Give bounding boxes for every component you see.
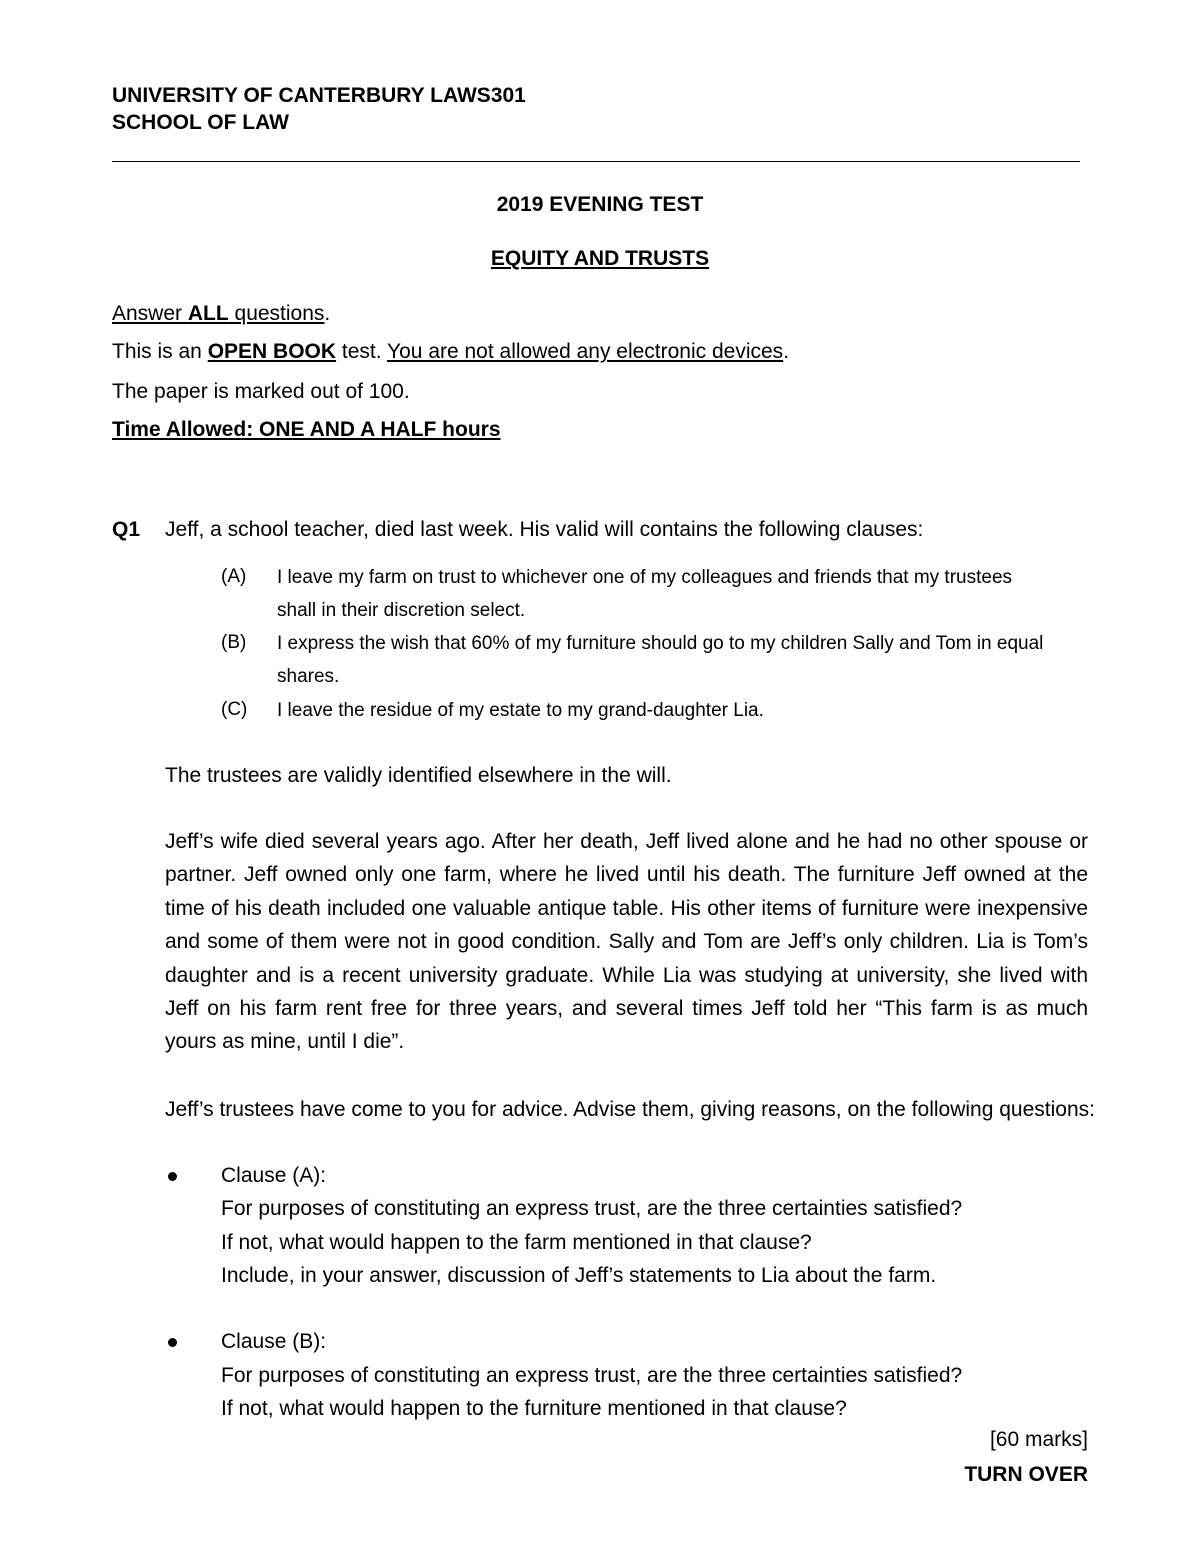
clause-a-text: I leave my farm on trust to whichever one of my colleagues and friends that my trustees shall in their discretion select. bbox=[277, 567, 1013, 621]
bullet-a-line: For purposes of constituting an express trust, are the three certainties satisfied? bbox=[221, 1197, 963, 1220]
bullet-b-line: If not, what would happen to the furniture mentioned in that clause? bbox=[221, 1397, 847, 1420]
clause-c-label: (C) bbox=[221, 699, 248, 720]
advise-paragraph: Jeff’s trustees have come to you for advice. Advise them, giving reasons, on the following questions: bbox=[165, 1098, 1095, 1121]
clause-b-text: I express the wish that 60% of my furniture should go to my children Sally and Tom in equal shares. bbox=[277, 633, 1044, 687]
bullet-a-heading: Clause (A): bbox=[221, 1164, 327, 1187]
bullet-dot bbox=[168, 1338, 177, 1347]
clause-a-label: (A) bbox=[221, 566, 247, 587]
header-university: UNIVERSITY OF CANTERBURY LAWS301 bbox=[112, 84, 526, 107]
bullet-b-heading: Clause (B): bbox=[221, 1330, 327, 1353]
question-intro: Jeff, a school teacher, died last week. His valid will contains the following clauses: bbox=[165, 518, 924, 541]
clause-c-text: I leave the residue of my estate to my grand-daughter Lia. bbox=[277, 700, 764, 721]
bullet-b-line: For purposes of constituting an express trust, are the three certainties satisfied? bbox=[221, 1364, 963, 1387]
facts-paragraph: Jeff’s wife died several years ago. After her death, Jeff lived alone and he had no other spouse or partner. Jeff owned only one farm, where he lived until his death. The furniture Jeff owned at the time of his death included one valuable antique table. His other items of furniture were inexpensive and some of them were not in good condition. Sally and Tom are Jeff’s only children. Lia is Tom’s daughter and is a recent university graduate. While Lia was studying at university, she lived with Jeff on his farm rent free for three years, and several times Jeff told her “This farm is as much yours as mine, until I die”. bbox=[165, 830, 1088, 1054]
question-label: Q1 bbox=[112, 518, 141, 541]
instruction-open-book: This is an OPEN BOOK test. You are not allowed any electronic devices. bbox=[112, 340, 790, 363]
instruction-marked: The paper is marked out of 100. bbox=[112, 380, 410, 403]
bullet-a-line: If not, what would happen to the farm mentioned in that clause? bbox=[221, 1231, 812, 1254]
header-divider bbox=[112, 161, 1080, 162]
bullet-dot bbox=[168, 1172, 177, 1181]
instruction-answer: Answer ALL questions. bbox=[112, 302, 331, 325]
turn-over-label: TURN OVER bbox=[964, 1463, 1088, 1486]
subject-title: EQUITY AND TRUSTS bbox=[490, 247, 710, 270]
marks-label: [60 marks] bbox=[989, 1428, 1088, 1451]
bullet-a-line: Include, in your answer, discussion of Jeff’s statements to Lia about the farm. bbox=[221, 1264, 937, 1287]
header-school: SCHOOL OF LAW bbox=[112, 111, 289, 134]
trustees-note: The trustees are validly identified elsewhere in the will. bbox=[165, 764, 672, 787]
test-title: 2019 EVENING TEST bbox=[496, 193, 704, 216]
instruction-time: Time Allowed: ONE AND A HALF hours bbox=[112, 418, 501, 441]
clause-b-label: (B) bbox=[221, 632, 247, 653]
